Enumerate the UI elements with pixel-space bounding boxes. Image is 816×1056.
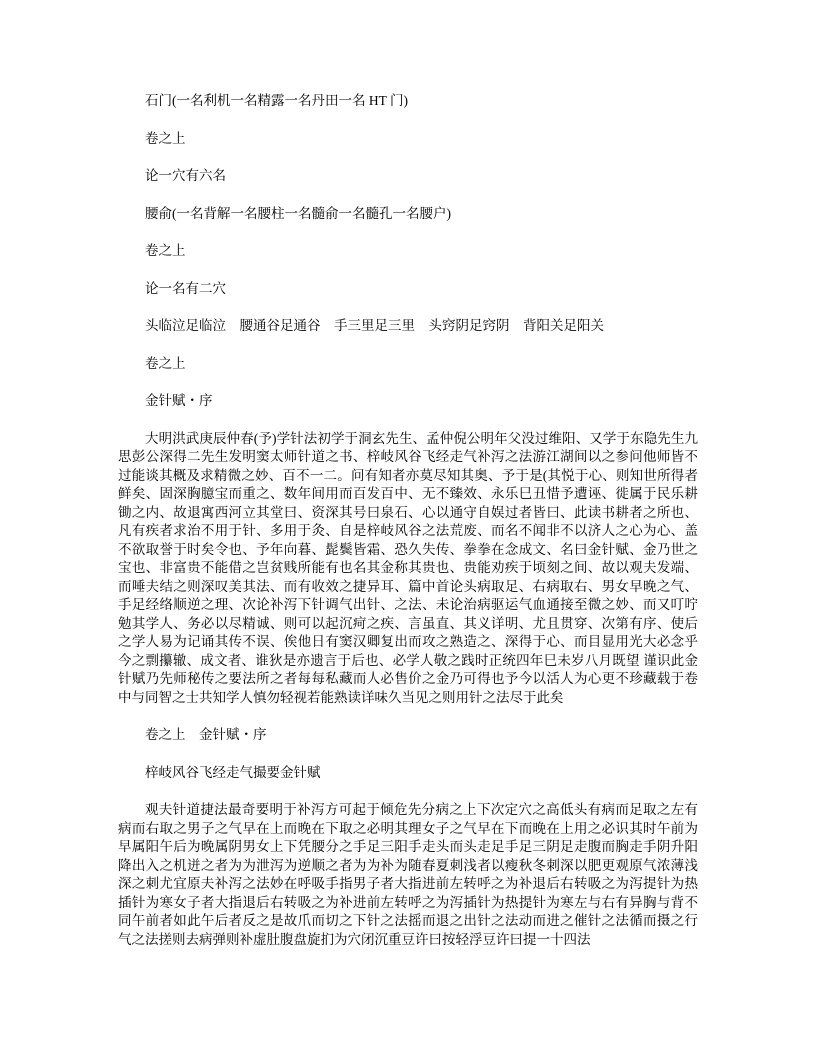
section-subheading: 梓岐风谷飞经走气撮要金针赋 xyxy=(145,764,321,780)
doc-line-lun-erxue: 论一名有二穴 xyxy=(145,280,226,296)
doc-line-preface-title: 金针赋・序 xyxy=(145,393,213,408)
doc-line-shimen: 石门(一名利机一名精露一名丹田一名 HT 门) xyxy=(145,93,408,108)
body-paragraph: 观夫针道捷法最奇要明于补泻方可起于倾危先分病之上下次定穴之高低头有病而足取之左有病而右取之男子之气早在上而晚在下取之必明其理女子之气早在下而晚在上用之必识其时午前为早属阳午后为晚属阴男女上下凭腰分之手足三阳手走头而头走足手足三阴足走腹而胸走手阴升阳降出入之机迸之者为为泄泻为逆顺之者为为补为随春夏刺浅者以瘦秋冬刺深以肥更观原气浓薄浅深之刺尤宜原夫补泻之法妙在呼吸手指男子者大指进前左转呼之为补退后右转吸之为泻提针为热插针为寒女子者大指退后右转吸之为补进前左转呼之为泻插针为热提针为寒左与右有异胸与背不同午前者如此午后者反之是故爪而切之下针之法摇而退之出针之法动而进之催针之法循而摄之行气之法搓则去病弹则补虚肚腹盘旋扪为穴闭沉重豆许曰按轻浮豆许曰提一十四法 xyxy=(118,802,698,947)
doc-line-yaoshu: 腰俞(一名背解一名腰柱一名髓俞一名髓孔一名腰户) xyxy=(145,205,451,221)
doc-line-juan-2: 卷之上 xyxy=(145,243,186,258)
preface-paragraph: 大明洪武庚辰仲春(予)学针法初学于洞玄先生、孟仲倪公明年父没过维阳、又学于东隐先生九思彭公深得二先生发明窦太师针道之书、梓岐风谷飞经走气补泻之法游江湖间以之参问他师皆不过能谈其概及求精微之妙、百不一二。问有知者亦莫尽知其奥、予于是(其悦于心、则知世所得者鲜矣、固深胸臆宝而重之、数年间用而百发百中、无不臻效、永乐巳丑惜予遭诬、徙属于民乐耕锄之内、故退寓西河立其堂曰、资深其号曰泉石、心以通守自娱过者皆曰、此读书耕者之所也、凡有疾者求治不用于针、多用于灸、自是梓岐风谷之法荒废、而名不闻非不以济人之心为心、盖不欲取誉于时矣令也、予年向暮、髭鬓皆霜、恐久失传、拳拳在念成文、名曰金针赋、金乃世之宝也、非富贵不能借之岂贫贱所能有也名其金称其贵也、贵能劝疾于顷刻之间、故以观夫发端、而唾夫结之则深叹美其法、而有收效之捷异耳、篇中首论头病取足、右病取右、男女早晚之气、手足经络顺逆之理、次论补泻下针调气出针、之法、未论治病驱运气血通接至微之妙、而又叮咛勉其学人、务必以尽精诚、则可以起沉疴之疾、言虽直、其义详明、尤且贯穿、次第有序、使后之学人易为记诵其传不误、俟他日有窦汉卿复出而攻之熟造之、深得于心、而目显用光大必念乎今之剽攥辙、成文者、谁狄是亦遗言于后也、必学人敬之践时正统四年巳未岁八月既望 谨识此金针赋乃先师秘传之要法所之者每每私藏而人必售价之金乃可得也予今以活人为心更不珍藏载于卷中与同智之士共知学人慎勿轻视若能熟读详味久当见之则用针之法尽于此矣 xyxy=(118,430,698,705)
doc-line-lun-liuming: 论一穴有六名 xyxy=(145,168,226,183)
doc-line-point-pairs: 头临泣足临泣 腰通谷足通谷 手三里足三里 头窍阴足窍阴 背阳关足阳关 xyxy=(145,318,604,333)
section-heading: 卷之上 金针赋・序 xyxy=(145,727,267,742)
doc-line-juan-1: 卷之上 xyxy=(145,130,186,146)
doc-line-juan-3: 卷之上 xyxy=(145,355,186,371)
